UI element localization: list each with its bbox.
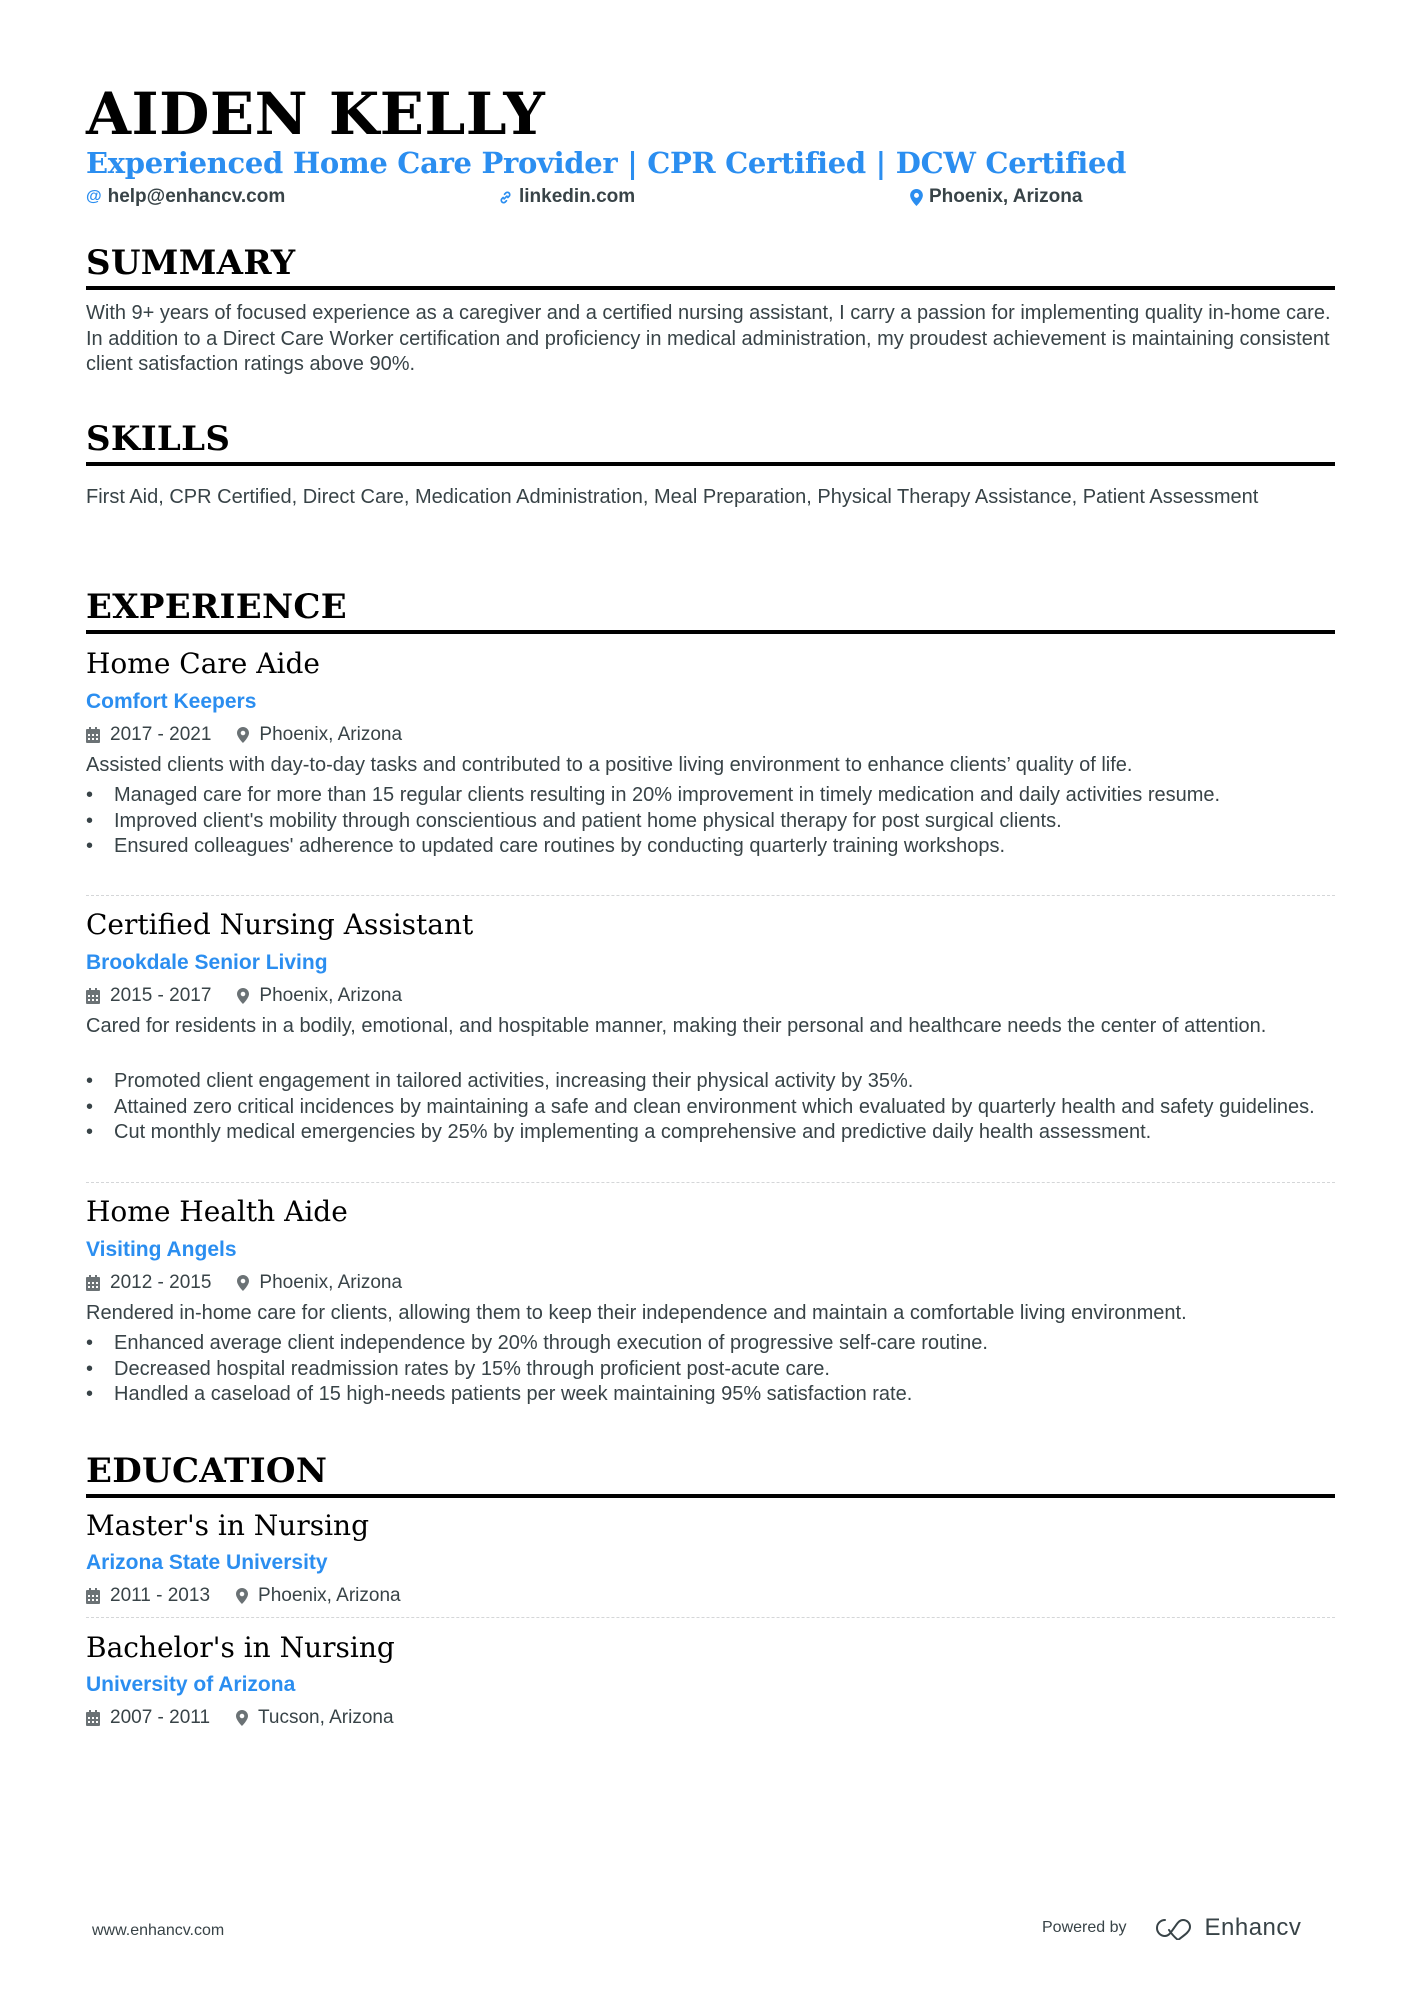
at-icon: @	[86, 188, 102, 205]
location-pin-icon	[237, 988, 249, 1004]
list-item: • Enhanced average client independence by 20% through execution of progressive self-care routine.	[86, 1331, 1335, 1357]
job-title: Home Health Aide	[86, 1195, 348, 1228]
section-divider	[86, 286, 1335, 290]
contact-location	[910, 186, 1082, 208]
location-pin-icon	[237, 1275, 249, 1291]
experience-heading: EXPERIENCE	[86, 587, 347, 627]
contact-email-text: help@enhancv.com	[107, 186, 286, 207]
location-pin-icon	[910, 189, 923, 206]
powered-by-label: Powered by	[1042, 1919, 1127, 1936]
job-description: Assisted clients with day-to-day tasks and contributed to a positive living environment to enhance clients’ quality of life.	[86, 754, 1133, 776]
footer-website-link[interactable]: www.enhancv.com	[92, 1922, 225, 1939]
calendar-icon	[86, 1710, 100, 1726]
list-item: • Improved client's mobility through conscientious and patient home physical therapy for post surgical clients.	[86, 809, 1335, 835]
summary-section-header	[86, 242, 1335, 290]
list-item: • Decreased hospital readmission rates by 15% through proficient post-acute care.	[86, 1357, 1335, 1383]
job-dates: 2015 - 2017	[110, 985, 212, 1006]
job-bullets	[86, 1069, 1335, 1146]
list-item: • Promoted client engagement in tailored activities, increasing their physical activity by 35%.	[86, 1069, 1335, 1095]
calendar-icon	[86, 727, 100, 743]
job-location: Phoenix, Arizona	[259, 724, 403, 745]
candidate-title: Experienced Home Care Provider | CPR Certified | DCW Certified	[86, 146, 1127, 180]
job-bullets	[86, 1331, 1335, 1408]
section-divider	[86, 462, 1335, 466]
job-title: Certified Nursing Assistant	[86, 908, 474, 941]
education-dates: 2011 - 2013	[110, 1585, 211, 1606]
job-location: Phoenix, Arizona	[259, 1272, 403, 1293]
calendar-icon	[86, 988, 100, 1004]
job-bullets	[86, 783, 1335, 860]
job-meta	[86, 1271, 428, 1295]
summary-heading: SUMMARY	[86, 243, 296, 283]
job-description: Cared for residents in a bodily, emotional, and hospitable manner, making their personal and healthcare needs the center of attention.	[86, 1015, 1267, 1037]
list-item: • Cut monthly medical emergencies by 25% by implementing a comprehensive and predictive daily health assessment.	[86, 1120, 1335, 1146]
enhancv-logo[interactable]	[1151, 1914, 1302, 1942]
job-description: Rendered in-home care for clients, allowing them to keep their independence and maintain a comfortable living environment.	[86, 1302, 1187, 1324]
section-divider	[86, 630, 1335, 634]
school-name: Arizona State University	[86, 1551, 328, 1574]
skills-section-header	[86, 418, 1335, 466]
link-icon	[498, 190, 513, 205]
list-item: • Handled a caseload of 15 high-needs patients per week maintaining 95% satisfaction rate.	[86, 1382, 1335, 1408]
job-title: Home Care Aide	[86, 647, 320, 680]
job-meta	[86, 984, 428, 1008]
school-name: University of Arizona	[86, 1673, 296, 1696]
list-item: • Managed care for more than 15 regular clients resulting in 20% improvement in timely medication and daily activities resume.	[86, 783, 1335, 809]
company-name: Visiting Angels	[86, 1238, 237, 1261]
company-name: Brookdale Senior Living	[86, 951, 328, 974]
location-pin-icon	[236, 1588, 248, 1604]
enhancv-logo-icon	[1151, 1916, 1197, 1940]
enhancv-brand-text: Enhancv	[1204, 1914, 1302, 1941]
experience-section-header	[86, 586, 1335, 634]
candidate-name: AIDEN KELLY	[86, 80, 546, 148]
company-name: Comfort Keepers	[86, 690, 257, 713]
list-item: • Attained zero critical incidences by maintaining a safe and clean environment which evaluated by quarterly health and safety guidelines.	[86, 1095, 1335, 1121]
education-section-header	[86, 1450, 1335, 1498]
education-dates: 2007 - 2011	[110, 1707, 211, 1728]
job-dates: 2012 - 2015	[110, 1272, 212, 1293]
calendar-icon	[86, 1588, 100, 1604]
skills-heading: SKILLS	[86, 419, 231, 459]
degree-title: Bachelor's in Nursing	[86, 1631, 395, 1664]
entry-divider	[86, 1617, 1335, 1618]
job-dates: 2017 - 2021	[110, 724, 212, 745]
education-meta	[86, 1706, 420, 1730]
education-location: Tucson, Arizona	[258, 1707, 394, 1728]
footer-powered-by	[1042, 1914, 1301, 1942]
education-meta	[86, 1584, 427, 1608]
location-pin-icon	[236, 1710, 248, 1726]
contact-row	[86, 186, 1096, 210]
education-location: Phoenix, Arizona	[258, 1585, 401, 1606]
entry-divider	[86, 895, 1335, 896]
degree-title: Master's in Nursing	[86, 1509, 369, 1542]
location-pin-icon	[237, 727, 249, 743]
summary-text: With 9+ years of focused experience as a caregiver and a certified nursing assistant, I carry a passion for implementing quality in-home care. In addition to a Direct Care Worker certification and proficiency in medical administration, my proudest achievement is maintaining consistent client satisfaction ratings above 90%.	[86, 302, 1331, 376]
calendar-icon	[86, 1275, 100, 1291]
contact-linkedin[interactable]	[498, 186, 635, 208]
job-meta	[86, 723, 428, 747]
education-heading: EDUCATION	[86, 1451, 328, 1491]
entry-divider	[86, 1182, 1335, 1183]
section-divider	[86, 1494, 1335, 1498]
skills-text: First Aid, CPR Certified, Direct Care, Medication Administration, Meal Preparation, Physical Therapy Assistance, Patient Assessment	[86, 486, 1259, 508]
contact-location-text: Phoenix, Arizona	[929, 186, 1083, 207]
job-location: Phoenix, Arizona	[259, 985, 403, 1006]
list-item: • Ensured colleagues' adherence to updated care routines by conducting quarterly training workshops.	[86, 834, 1335, 860]
contact-linkedin-text: linkedin.com	[519, 186, 636, 207]
contact-email[interactable]	[86, 186, 285, 208]
